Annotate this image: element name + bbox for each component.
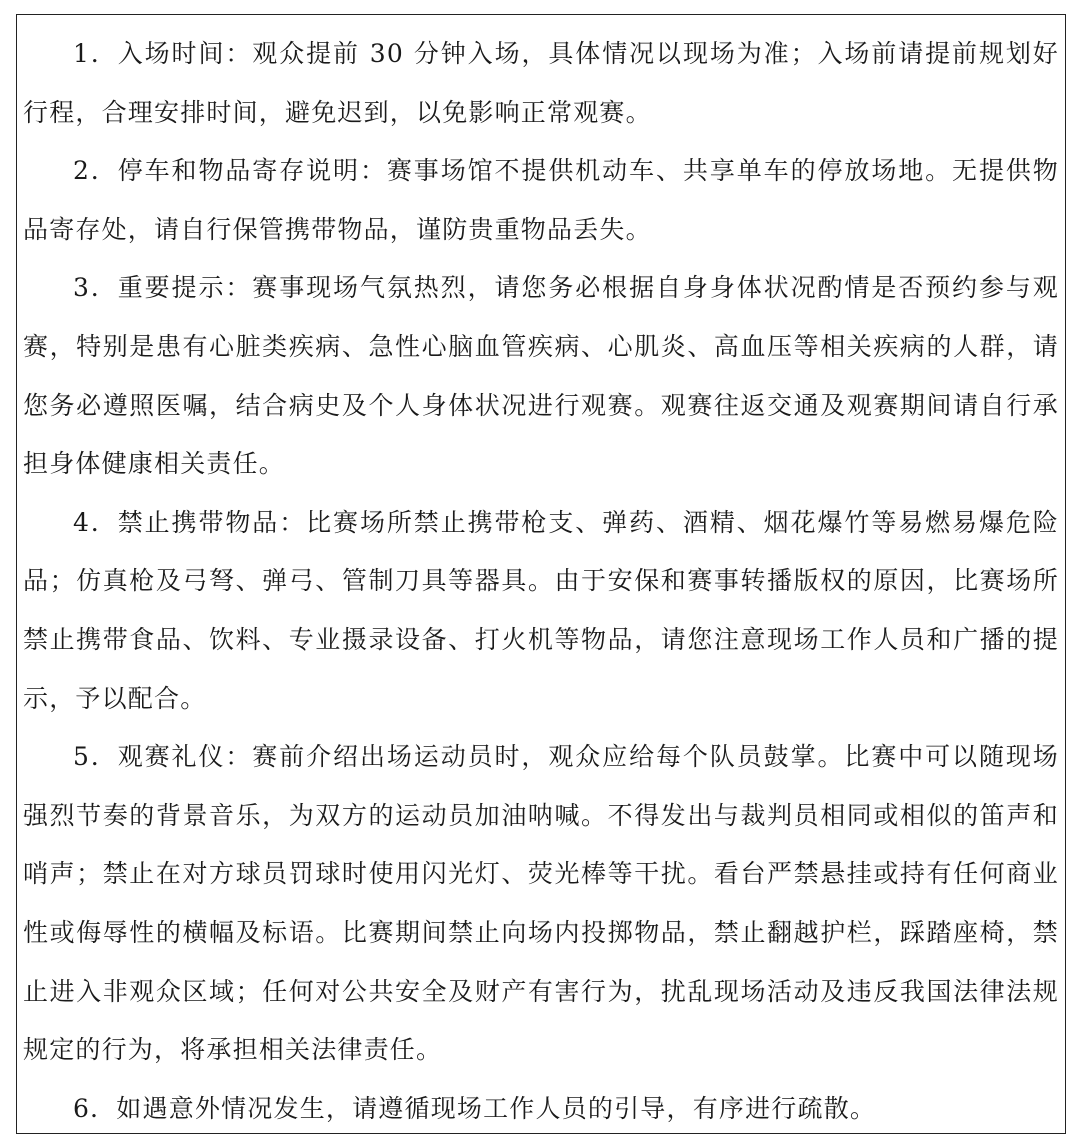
notice-item-spectator-etiquette: 5．观赛礼仪：赛前介绍出场运动员时，观众应给每个队员鼓掌。比赛中可以随现场强烈节奏的背景音乐，为双方的运动员加油呐喊。不得发出与裁判员相同或相似的笛声和哨声；禁止在对方球员罚球时使用闪光灯、荧光棒等干扰。看台严禁悬挂或持有任何商业性或侮辱性的横幅及标语。比赛期间禁止向场内投掷物品，禁止翻越护栏，踩踏座椅，禁止进入非观众区域；任何对公共安全及财产有害行为，扰乱现场活动及违反我国法律法规规定的行为，将承担相关法律责任。 xyxy=(23,742,1059,1065)
notice-item-health-warning: 3．重要提示：赛事现场气氛热烈，请您务必根据自身身体状况酌情是否预约参与观赛，特别是患有心脏类疾病、急性心脑血管疾病、心肌炎、高血压等相关疾病的人群，请您务必遵照医嘱，结合病史及个人身体状况进行观赛。观赛往返交通及观赛期间请自行承担身体健康相关责任。 xyxy=(23,273,1059,479)
notice-item-entry-time: 1．入场时间：观众提前 30 分钟入场，具体情况以现场为准；入场前请提前规划好行程，合理安排时间，避免迟到，以免影响正常观赛。 xyxy=(23,39,1059,127)
notice-item-prohibited-items: 4．禁止携带物品：比赛场所禁止携带枪支、弹药、酒精、烟花爆竹等易燃易爆危险品；仿真枪及弓弩、弹弓、管制刀具等器具。由于安保和赛事转播版权的原因，比赛场所禁止携带食品、饮料、专业摄录设备、打火机等物品，请您注意现场工作人员和广播的提示，予以配合。 xyxy=(23,507,1059,713)
notice-box xyxy=(16,14,1066,1134)
notice-item-emergency: 6．如遇意外情况发生，请遵循现场工作人员的引导，有序进行疏散。 xyxy=(73,1093,877,1123)
notice-item-parking-storage: 2．停车和物品寄存说明：赛事场馆不提供机动车、共享单车的停放场地。无提供物品寄存处，请自行保管携带物品，谨防贵重物品丢失。 xyxy=(23,156,1059,244)
